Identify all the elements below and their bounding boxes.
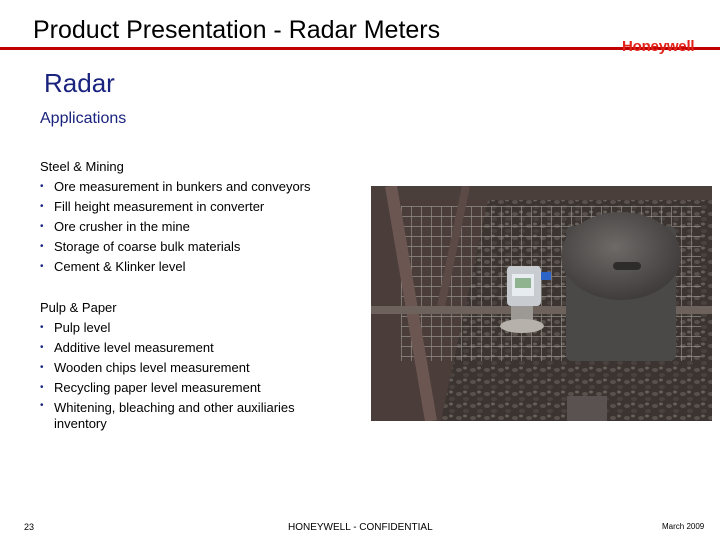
honeywell-logo: Honeywell bbox=[622, 38, 695, 55]
list-item: • Ore crusher in the mine bbox=[40, 217, 311, 237]
slide-title: Product Presentation - Radar Meters bbox=[33, 16, 441, 44]
steel-mining-group bbox=[40, 157, 311, 277]
list-item: • Ore measurement in bunkers and conveyors bbox=[40, 177, 311, 197]
group-title: Steel & Mining bbox=[40, 159, 124, 174]
radar-meter-photo bbox=[371, 186, 712, 421]
list-item: • Recycling paper level measurement bbox=[40, 378, 350, 398]
slide-subtitle: Radar bbox=[44, 68, 115, 98]
bullet-list bbox=[40, 318, 350, 432]
group-title: Pulp & Paper bbox=[40, 300, 117, 315]
list-item: • Storage of coarse bulk materials bbox=[40, 237, 311, 257]
footer-date: March 2009 bbox=[662, 522, 705, 531]
list-item: • Additive level measurement bbox=[40, 338, 350, 358]
confidential-label: HONEYWELL - CONFIDENTIAL bbox=[288, 522, 433, 533]
list-item: • Wooden chips level measurement bbox=[40, 358, 350, 378]
pulp-paper-group bbox=[40, 298, 350, 432]
section-heading: Applications bbox=[40, 110, 127, 127]
list-item: • Fill height measurement in converter bbox=[40, 197, 311, 217]
page-number: 23 bbox=[24, 522, 35, 532]
bullet-list bbox=[40, 177, 311, 277]
header-rule bbox=[0, 47, 720, 50]
list-item: • Pulp level bbox=[40, 318, 350, 338]
list-item: • Whitening, bleaching and other auxiliaries inventory bbox=[40, 398, 350, 432]
list-item: • Cement & Klinker level bbox=[40, 257, 311, 277]
